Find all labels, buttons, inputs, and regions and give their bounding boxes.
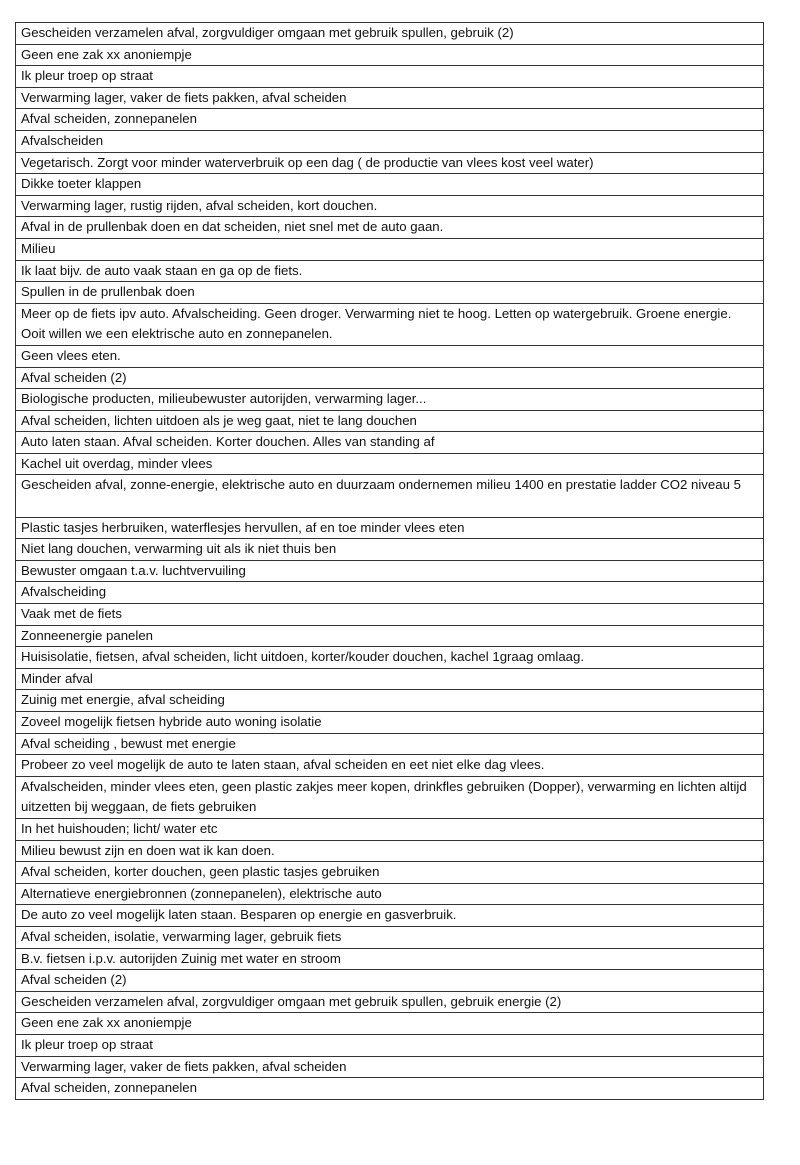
response-cell: Zuinig met energie, afval scheiding (16, 690, 764, 712)
response-cell: Bewuster omgaan t.a.v. luchtvervuiling (16, 560, 764, 582)
table-row (16, 238, 764, 260)
table-row (16, 1013, 764, 1035)
response-cell: Ik pleur troep op straat (16, 1034, 764, 1056)
response-cell: Afval scheiding , bewust met energie (16, 733, 764, 755)
table-row (16, 647, 764, 669)
response-cell: Dikke toeter klappen (16, 174, 764, 196)
response-cell: Afval in de prullenbak doen en dat scheiden, niet snel met de auto gaan. (16, 217, 764, 239)
table-row (16, 475, 764, 517)
response-cell: Gescheiden afval, zonne-energie, elektrische auto en duurzaam ondernemen milieu 1400 en prestatie ladder CO2 niveau 5 (16, 475, 764, 517)
table-row (16, 453, 764, 475)
response-cell: In het huishouden; licht/ water etc (16, 818, 764, 840)
table-row (16, 604, 764, 626)
table-row (16, 1056, 764, 1078)
table-row (16, 367, 764, 389)
table-row (16, 44, 764, 66)
table-row (16, 87, 764, 109)
response-cell: Afvalscheiden, minder vlees eten, geen plastic zakjes meer kopen, drinkfles gebruiken (Dopper), verwarming en lichten altijd uitzetten bij weggaan, de fiets gebruiken (16, 776, 764, 818)
table-row (16, 1034, 764, 1056)
table-row (16, 410, 764, 432)
response-cell: Afval scheiden, lichten uitdoen als je weg gaat, niet te lang douchen (16, 410, 764, 432)
table-row (16, 862, 764, 884)
table-row (16, 948, 764, 970)
response-cell: Geen ene zak xx anoniempje (16, 44, 764, 66)
response-cell: Milieu (16, 238, 764, 260)
table-row (16, 195, 764, 217)
response-cell: Afvalscheiden (16, 130, 764, 152)
response-cell: Vegetarisch. Zorgt voor minder waterverbruik op een dag ( de productie van vlees kost veel water) (16, 152, 764, 174)
response-cell: Plastic tasjes herbruiken, waterflesjes hervullen, af en toe minder vlees eten (16, 517, 764, 539)
response-cell: Kachel uit overdag, minder vlees (16, 453, 764, 475)
response-cell: Spullen in de prullenbak doen (16, 282, 764, 304)
response-cell: Vaak met de fiets (16, 604, 764, 626)
response-cell: Milieu bewust zijn en doen wat ik kan doen. (16, 840, 764, 862)
table-row (16, 560, 764, 582)
table-row (16, 260, 764, 282)
response-cell: Afval scheiden, zonnepanelen (16, 1078, 764, 1100)
response-cell: Verwarming lager, vaker de fiets pakken, afval scheiden (16, 87, 764, 109)
response-cell: Afval scheiden, zonnepanelen (16, 109, 764, 131)
response-cell: Auto laten staan. Afval scheiden. Korter douchen. Alles van standing af (16, 432, 764, 454)
table-row (16, 389, 764, 411)
response-cell: Geen ene zak xx anoniempje (16, 1013, 764, 1035)
response-cell: Zoveel mogelijk fietsen hybride auto woning isolatie (16, 712, 764, 734)
response-cell: Gescheiden verzamelen afval, zorgvuldiger omgaan met gebruik spullen, gebruik energie (2) (16, 991, 764, 1013)
table-row (16, 991, 764, 1013)
response-cell: Ik laat bijv. de auto vaak staan en ga op de fiets. (16, 260, 764, 282)
table-row (16, 432, 764, 454)
response-cell: Afval scheiden, korter douchen, geen plastic tasjes gebruiken (16, 862, 764, 884)
table-row (16, 840, 764, 862)
response-cell: Afval scheiden, isolatie, verwarming lager, gebruik fiets (16, 926, 764, 948)
table-row (16, 66, 764, 88)
table-row (16, 303, 764, 345)
table-row (16, 905, 764, 927)
table-row (16, 926, 764, 948)
response-cell: Ik pleur troep op straat (16, 66, 764, 88)
table-row (16, 217, 764, 239)
response-cell: De auto zo veel mogelijk laten staan. Besparen op energie en gasverbruik. (16, 905, 764, 927)
table-row (16, 970, 764, 992)
table-row (16, 883, 764, 905)
table-row (16, 690, 764, 712)
response-cell: Afval scheiden (2) (16, 367, 764, 389)
response-cell: Afval scheiden (2) (16, 970, 764, 992)
response-cell: Verwarming lager, rustig rijden, afval scheiden, kort douchen. (16, 195, 764, 217)
response-cell: Afvalscheiding (16, 582, 764, 604)
response-cell: Gescheiden verzamelen afval, zorgvuldiger omgaan met gebruik spullen, gebruik (2) (16, 23, 764, 45)
table-row (16, 733, 764, 755)
table-row (16, 582, 764, 604)
response-cell: B.v. fietsen i.p.v. autorijden Zuinig met water en stroom (16, 948, 764, 970)
table-row (16, 152, 764, 174)
response-cell: Probeer zo veel mogelijk de auto te laten staan, afval scheiden en eet niet elke dag vlees. (16, 755, 764, 777)
table-row (16, 282, 764, 304)
table-row (16, 668, 764, 690)
table-row (16, 345, 764, 367)
table-row (16, 818, 764, 840)
table-row (16, 517, 764, 539)
response-cell: Zonneenergie panelen (16, 625, 764, 647)
table-row (16, 755, 764, 777)
table-row (16, 109, 764, 131)
table-row (16, 130, 764, 152)
response-cell: Biologische producten, milieubewuster autorijden, verwarming lager... (16, 389, 764, 411)
table-row (16, 23, 764, 45)
table-row (16, 625, 764, 647)
response-cell: Alternatieve energiebronnen (zonnepanelen), elektrische auto (16, 883, 764, 905)
table-row (16, 539, 764, 561)
response-cell: Minder afval (16, 668, 764, 690)
response-cell: Geen vlees eten. (16, 345, 764, 367)
table-row (16, 1078, 764, 1100)
table-row (16, 712, 764, 734)
table-row (16, 776, 764, 818)
response-cell: Huisisolatie, fietsen, afval scheiden, licht uitdoen, korter/kouder douchen, kachel 1graag omlaag. (16, 647, 764, 669)
response-cell: Niet lang douchen, verwarming uit als ik niet thuis ben (16, 539, 764, 561)
response-cell: Meer op de fiets ipv auto. Afvalscheiding. Geen droger. Verwarming niet te hoog. Letten op watergebruik. Groene energie. Ooit willen we een elektrische auto en zonnepanelen. (16, 303, 764, 345)
response-cell: Verwarming lager, vaker de fiets pakken, afval scheiden (16, 1056, 764, 1078)
table-row (16, 174, 764, 196)
responses-table (15, 22, 764, 1100)
